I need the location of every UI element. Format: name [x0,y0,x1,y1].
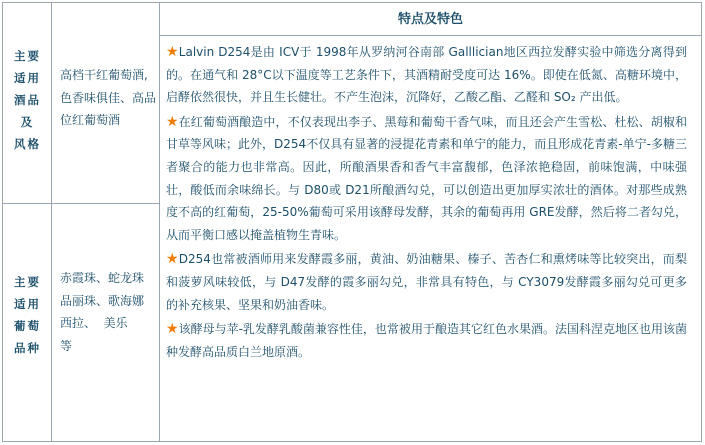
row-divider [3,203,51,204]
label-line: 品种 [14,341,41,355]
wine-style-value: 高档干红葡萄酒,色香味俱佳、高品位红葡萄酒 [60,68,157,127]
features-header: 特点及特色 [160,3,701,36]
star-icon: ★ [166,251,179,268]
features-column [160,3,701,441]
feature-paragraph [166,248,687,316]
spec-table [2,2,702,442]
feature-paragraph [166,318,687,363]
label-line: 酒品 [14,93,41,107]
label-line: 主要 [14,275,41,289]
label-line: 适用 [14,297,41,311]
label-line: 及 [20,115,35,129]
grape-variety-value [60,267,156,357]
features-body [166,41,687,365]
label-line: 适用 [14,71,41,85]
value-column [52,3,160,441]
grape-line: 等 [60,338,73,353]
grape-line: 品丽珠、歌海娜 [60,293,145,308]
category-column [3,3,52,441]
label-line: 葡萄 [14,319,41,333]
grape-variety-label [3,271,52,359]
wine-style-label [3,45,52,155]
label-line: 风格 [14,137,41,151]
feature-text: Lalvin D254是由 ICV于 1998年从罗纳河谷南部 Galllician地区西拉发酵实验中筛选分离得到的。在通气和 28°C以下温度等工艺条件下，其酒精耐受度可达 16%。即使在低氮、高糖环境中，启酵依然很快，并且生长健壮。不产生泡沫，沉降好，乙酸乙酯、乙醛和 SO₂ 产出低。 [166,45,687,105]
star-icon: ★ [166,321,179,338]
feature-paragraph [166,111,687,247]
star-icon: ★ [166,44,179,60]
feature-paragraph [166,41,687,109]
label-line: 主要 [14,49,41,63]
feature-text: D254也常被酒师用来发酵霞多丽，黄油、奶油糖果、榛子、苦杏仁和熏烤味等比较突出，而梨和菠萝风味较低，与 D47发酵的霞多丽勾兑，非常具有特色，与 CY3079发酵霞多丽勾兑可更多的补充核果、坚果和奶油香味。 [166,252,687,312]
row-divider [52,203,159,204]
feature-text: 在红葡萄酒酿造中，不仅表现出李子、黑莓和葡萄干香气味，而且还会产生雪松、杜松、胡椒和甘草等风味；此外，D254不仅具有显著的浸提花青素和单宁的能力，而且形成花青素-单宁-多糖三者聚合的能力也非常高。因此，所酿酒果香和香气丰富馥郁，色泽浓艳稳固，前味饱满，中味强壮，酸低而余味绵长。与 D80或 D21所酿酒勾兑，可以创造出更加厚实浓壮的酒体。对那些成熟度不高的红葡萄，25-50%葡萄可采用该酵母发酵，其余的葡萄再用 GRE发酵，然后将二者勾兑，从而平衡口感以掩盖植物生青味。 [166,114,687,242]
grape-line: 西拉、 美乐 [60,316,128,330]
feature-text: 该酵母与苹-乳发酵乳酸菌兼容性佳，也常被用于酿造其它红色水果酒。法国科涅克地区也用该菌种发酵高品质白兰地原酒。 [166,322,687,359]
grape-line: 赤霞珠、蛇龙珠 [60,271,145,285]
star-icon: ★ [166,113,179,130]
